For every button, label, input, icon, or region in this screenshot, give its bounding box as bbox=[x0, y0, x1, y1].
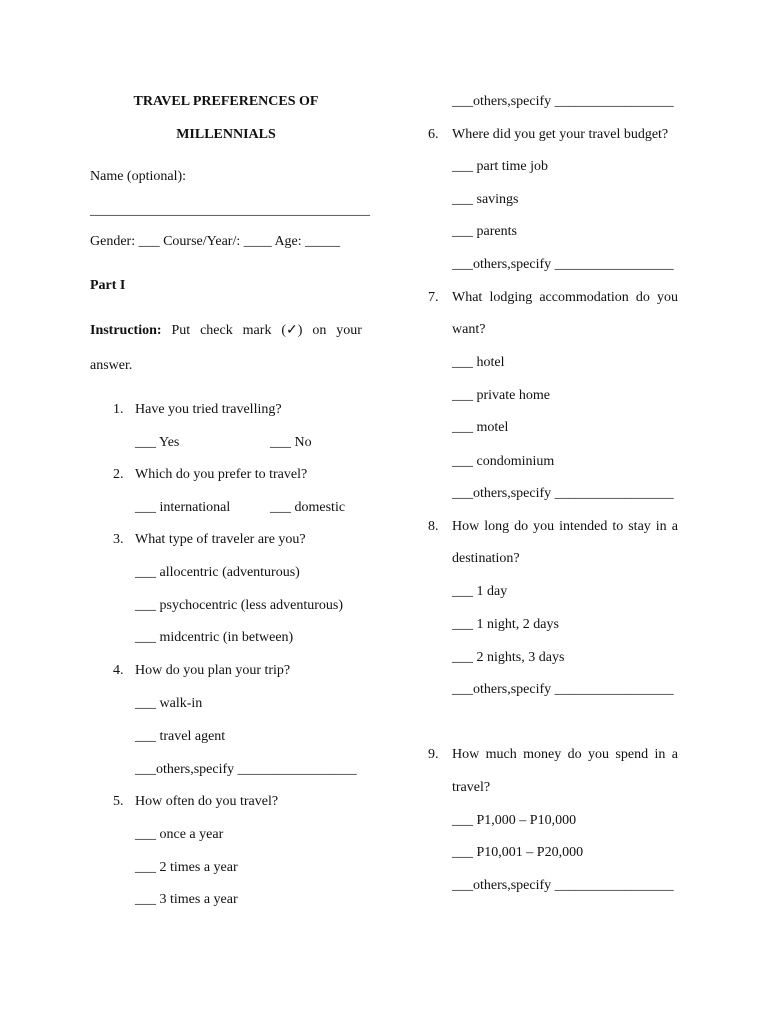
answer-option[interactable]: ___ 2 times a year bbox=[135, 860, 238, 875]
question-number: 7. bbox=[428, 290, 439, 305]
instruction-word: (✓) bbox=[281, 323, 303, 338]
question-word: you bbox=[588, 747, 610, 762]
question-text: Which do you prefer to travel? bbox=[135, 467, 308, 482]
question-text: What type of traveler are you? bbox=[135, 532, 306, 547]
answer-option[interactable]: ___ hotel bbox=[452, 355, 505, 370]
document-title-line2: MILLENNIALS bbox=[176, 127, 276, 142]
answer-option[interactable]: ___ savings bbox=[452, 192, 519, 207]
name-line[interactable]: ________________________________________ bbox=[90, 203, 370, 218]
question-word: long bbox=[484, 519, 510, 534]
question-word: a bbox=[671, 519, 678, 534]
question-word: stay bbox=[628, 519, 651, 534]
instruction-word: on bbox=[312, 323, 327, 338]
answer-option[interactable]: ___ P10,001 – P20,000 bbox=[452, 845, 584, 860]
answer-option[interactable]: ___ P1,000 – P10,000 bbox=[452, 813, 577, 828]
question-number: 2. bbox=[113, 467, 124, 482]
instruction-word: your bbox=[336, 323, 362, 338]
question-word: money bbox=[523, 747, 562, 762]
answer-option[interactable]: ___ travel agent bbox=[135, 729, 226, 744]
answer-option[interactable]: ___ 1 night, 2 days bbox=[452, 617, 559, 632]
answer-option[interactable]: ___ domestic bbox=[270, 500, 346, 515]
question-text bbox=[452, 747, 678, 763]
question-word: in bbox=[654, 747, 666, 762]
instruction-line1 bbox=[90, 323, 362, 339]
answer-option[interactable]: ___ No bbox=[270, 435, 312, 450]
part-heading: Part I bbox=[90, 278, 126, 293]
question-word: What bbox=[452, 290, 483, 305]
name-label: Name (optional): bbox=[90, 169, 187, 184]
question-number: 5. bbox=[113, 794, 124, 809]
question-number: 4. bbox=[113, 663, 124, 678]
instruction-label: Instruction: bbox=[90, 323, 162, 338]
question-text: How often do you travel? bbox=[135, 794, 279, 809]
answer-option[interactable]: ___ 2 nights, 3 days bbox=[452, 650, 565, 665]
question-text: Where did you get your travel budget? bbox=[452, 127, 669, 142]
question-word: intended bbox=[559, 519, 608, 534]
question-word: How bbox=[452, 747, 480, 762]
question-word: accommodation bbox=[539, 290, 629, 305]
question-word: a bbox=[671, 747, 678, 762]
answer-option-others[interactable]: ___others,specify _________________ bbox=[135, 762, 357, 777]
answer-option[interactable]: ___ international bbox=[135, 500, 231, 515]
answer-option[interactable]: ___ allocentric (adventurous) bbox=[135, 565, 300, 580]
answer-option[interactable]: ___ parents bbox=[452, 224, 517, 239]
question-word: much bbox=[485, 747, 517, 762]
question-text-continued: want? bbox=[452, 322, 486, 337]
answer-option-others[interactable]: ___others,specify _________________ bbox=[452, 682, 674, 697]
question-text: How do you plan your trip? bbox=[135, 663, 291, 678]
question-word: do bbox=[567, 747, 582, 762]
answer-option[interactable]: ___ midcentric (in between) bbox=[135, 630, 294, 645]
question-text bbox=[452, 290, 678, 306]
question-word: How bbox=[452, 519, 480, 534]
instruction-word: check bbox=[200, 323, 233, 338]
answer-option[interactable]: ___ walk-in bbox=[135, 696, 203, 711]
question-number: 1. bbox=[113, 402, 124, 417]
question-text bbox=[452, 519, 678, 535]
answer-option[interactable]: ___ 3 times a year bbox=[135, 892, 238, 907]
question-word: do bbox=[514, 519, 529, 534]
answer-option[interactable]: ___ motel bbox=[452, 420, 509, 435]
answer-option[interactable]: ___ psychocentric (less adventurous) bbox=[135, 598, 343, 613]
question-word: do bbox=[635, 290, 650, 305]
question-word: lodging bbox=[489, 290, 533, 305]
question-number: 6. bbox=[428, 127, 439, 142]
answer-option[interactable]: ___ private home bbox=[452, 388, 550, 403]
question-word: in bbox=[655, 519, 667, 534]
question-number: 3. bbox=[113, 532, 124, 547]
question-word: you bbox=[533, 519, 555, 534]
question-text: Have you tried travelling? bbox=[135, 402, 282, 417]
question-text-continued: destination? bbox=[452, 551, 520, 566]
question-text-continued: travel? bbox=[452, 780, 491, 795]
question-word: you bbox=[656, 290, 678, 305]
question-word: to bbox=[612, 519, 624, 534]
answer-option[interactable]: ___ 1 day bbox=[452, 584, 508, 599]
answer-option-others[interactable]: ___others,specify _________________ bbox=[452, 94, 674, 109]
instruction-line2: answer. bbox=[90, 358, 133, 373]
answer-option-others[interactable]: ___others,specify _________________ bbox=[452, 257, 674, 272]
question-number: 9. bbox=[428, 747, 439, 762]
answer-option[interactable]: ___ once a year bbox=[135, 827, 224, 842]
answer-option[interactable]: ___ condominium bbox=[452, 454, 555, 469]
question-word: spend bbox=[615, 747, 649, 762]
question-number: 8. bbox=[428, 519, 439, 534]
instruction-word: Put bbox=[171, 323, 191, 338]
answer-option[interactable]: ___ Yes bbox=[135, 435, 180, 450]
document-title-line1: TRAVEL PREFERENCES OF bbox=[133, 94, 319, 109]
gender-course-age-line[interactable]: Gender: ___ Course/Year/: ____ Age: _____ bbox=[90, 234, 341, 249]
answer-option-others[interactable]: ___others,specify _________________ bbox=[452, 486, 674, 501]
instruction-word: mark bbox=[242, 323, 272, 338]
answer-option[interactable]: ___ part time job bbox=[452, 159, 549, 174]
answer-option-others[interactable]: ___others,specify _________________ bbox=[452, 878, 674, 893]
